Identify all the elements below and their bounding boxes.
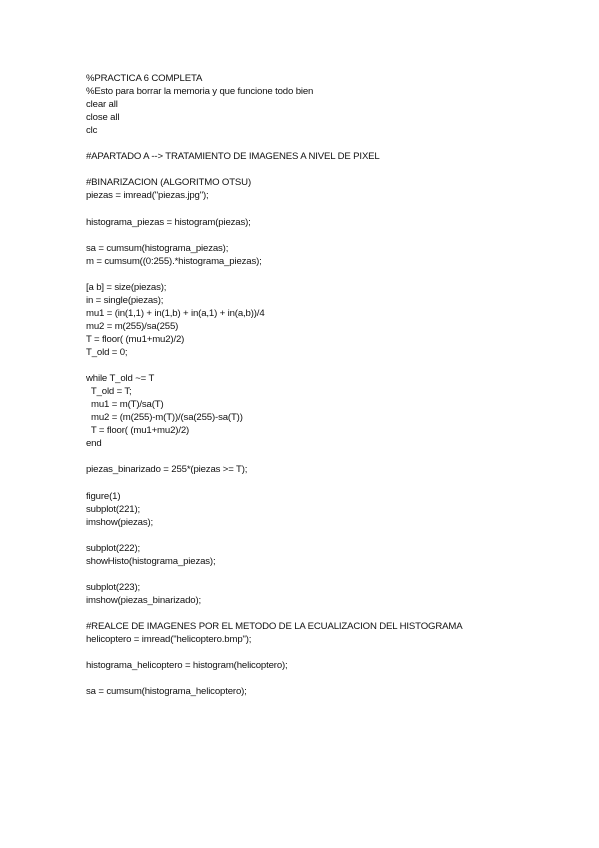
code-line: m = cumsum((0:255).*histograma_piezas); bbox=[86, 255, 262, 267]
code-line: end bbox=[86, 438, 102, 450]
blank-line bbox=[86, 450, 576, 463]
code-line: #REALCE DE IMAGENES POR EL METODO DE LA ECUALIZACION DEL HISTOGRAMA bbox=[86, 620, 463, 632]
code-line: sa = cumsum(histograma_piezas); bbox=[86, 242, 229, 254]
code-line: #APARTADO A --> TRATAMIENTO DE IMAGENES A NIVEL DE PIXEL bbox=[86, 151, 380, 163]
code-line: helicoptero = imread("helicoptero.bmp"); bbox=[86, 634, 252, 646]
blank-line bbox=[86, 202, 576, 215]
blank-line bbox=[86, 359, 576, 372]
code-line: in = single(piezas); bbox=[86, 294, 164, 306]
code-line: mu2 = m(255)/sa(255) bbox=[86, 320, 179, 332]
code-line: figure(1) bbox=[86, 490, 121, 502]
code-line: imshow(piezas_binarizado); bbox=[86, 594, 202, 606]
code-line: histograma_piezas = histogram(piezas); bbox=[86, 216, 251, 228]
blank-line bbox=[86, 607, 576, 620]
code-line: imshow(piezas); bbox=[86, 516, 154, 528]
code-line: showHisto(histograma_piezas); bbox=[86, 555, 216, 567]
blank-line bbox=[86, 137, 576, 150]
code-line: subplot(223); bbox=[86, 581, 141, 593]
code-line: close all bbox=[86, 112, 120, 124]
code-line: mu1 = (in(1,1) + in(1,b) + in(a,1) + in(a,b))/4 bbox=[86, 307, 265, 319]
code-line: histograma_helicoptero = histogram(helicoptero); bbox=[86, 660, 288, 672]
code-line: piezas_binarizado = 255*(piezas >= T); bbox=[86, 464, 248, 476]
code-line: T = floor( (mu1+mu2)/2) bbox=[86, 333, 185, 345]
blank-line bbox=[86, 529, 576, 542]
code-line: mu2 = (m(255)-m(T))/(sa(255)-sa(T)) bbox=[86, 412, 243, 424]
code-line: piezas = imread("piezas.jpg"); bbox=[86, 190, 209, 202]
code-line: %Esto para borrar la memoria y que funcione todo bien bbox=[86, 86, 314, 98]
code-listing bbox=[86, 72, 576, 698]
blank-line bbox=[86, 229, 576, 242]
blank-line bbox=[86, 476, 576, 489]
blank-line bbox=[86, 268, 576, 281]
blank-line bbox=[86, 646, 576, 659]
code-line: %PRACTICA 6 COMPLETA bbox=[86, 73, 203, 84]
code-line: [a b] = size(piezas); bbox=[86, 281, 167, 293]
code-line: T_old = T; bbox=[86, 386, 132, 398]
code-line: while T_old ~= T bbox=[86, 373, 155, 385]
code-line: T = floor( (mu1+mu2)/2) bbox=[86, 425, 190, 437]
code-line: #BINARIZACION (ALGORITMO OTSU) bbox=[86, 177, 252, 189]
code-line: T_old = 0; bbox=[86, 346, 128, 358]
code-line: sa = cumsum(histograma_helicoptero); bbox=[86, 686, 247, 698]
code-line: mu1 = m(T)/sa(T) bbox=[86, 399, 164, 411]
blank-line bbox=[86, 163, 576, 176]
code-line: subplot(222); bbox=[86, 542, 141, 554]
blank-line bbox=[86, 568, 576, 581]
code-line: clear all bbox=[86, 99, 118, 111]
code-line: clc bbox=[86, 125, 98, 137]
blank-line bbox=[86, 672, 576, 685]
code-line: subplot(221); bbox=[86, 503, 141, 515]
